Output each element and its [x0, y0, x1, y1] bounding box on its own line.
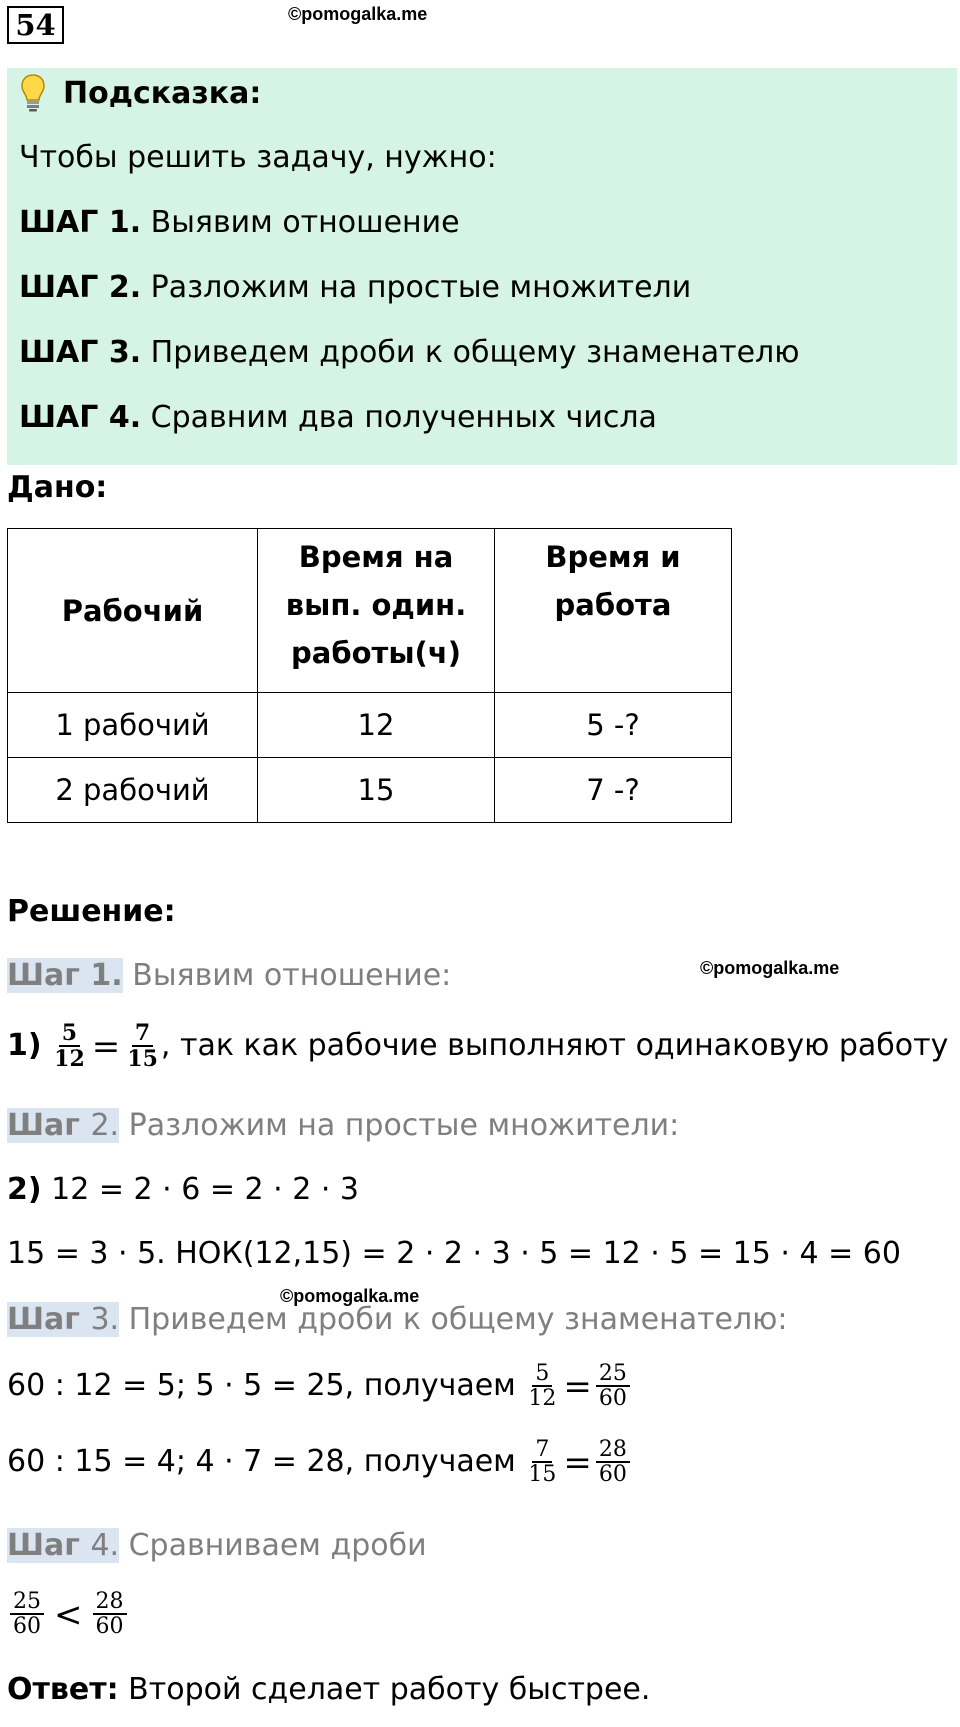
- line-text: 60 : 15 = 4; 4 · 7 = 28, получаем: [7, 1444, 516, 1480]
- numerator: 28: [596, 1438, 630, 1463]
- comparison: [10, 1590, 127, 1639]
- answer: [7, 1672, 650, 1707]
- step-label: Шаг 1.: [7, 958, 123, 993]
- denominator: 60: [13, 1614, 41, 1640]
- header-time-work-line1: Время и: [545, 540, 681, 574]
- line-text: , так как рабочие выполняют одинаковую работу: [160, 1028, 949, 1064]
- answer-label: Ответ:: [7, 1672, 119, 1707]
- numerator: 25: [596, 1362, 630, 1387]
- step-text: Сравниваем дроби: [128, 1528, 427, 1563]
- denominator: 15: [127, 1046, 158, 1073]
- numerator: 7: [132, 1022, 153, 1047]
- solution-line-1: [7, 1022, 948, 1071]
- fraction: [10, 1590, 44, 1639]
- fraction: [596, 1438, 630, 1487]
- numerator: 28: [93, 1590, 127, 1615]
- solution-line-3: 15 = 3 · 5. НОК(12,15) = 2 · 2 · 3 · 5 = 12 · 5 = 15 · 4 = 60: [7, 1236, 901, 1271]
- fraction: [525, 1438, 559, 1487]
- hint-step-1: [19, 205, 460, 240]
- header-time-line2: вып. один.: [285, 588, 467, 622]
- denominator: 12: [54, 1046, 85, 1073]
- solution-line-5: [7, 1438, 630, 1487]
- numerator: 5: [532, 1362, 552, 1387]
- denominator: 60: [95, 1614, 124, 1640]
- table-cell: 2 рабочий: [8, 758, 258, 823]
- table-row: [8, 758, 732, 823]
- denominator: 12: [528, 1386, 557, 1412]
- solution-line-2: [7, 1172, 359, 1207]
- less-than-sign: <: [54, 1594, 83, 1635]
- hint-title: Подсказка:: [63, 76, 262, 111]
- step-label-num: 4.: [90, 1528, 120, 1563]
- fraction: [525, 1362, 559, 1411]
- given-table: [7, 528, 732, 823]
- header-time-line1: Время на: [298, 540, 454, 574]
- fraction: [51, 1022, 88, 1071]
- step-label-word: Шаг: [7, 1302, 80, 1337]
- hint-step-label: ШАГ 4.: [19, 400, 142, 435]
- denominator: 15: [528, 1462, 557, 1488]
- step-label-num: 3.: [90, 1302, 120, 1337]
- step-label: [7, 1108, 119, 1143]
- given-title: Дано:: [7, 470, 108, 505]
- hint-step-label: ШАГ 2.: [19, 270, 142, 305]
- table-cell: 12: [258, 693, 495, 758]
- line-text: 12 = 2 · 6 = 2 · 2 · 3: [51, 1172, 359, 1207]
- equals-sign: =: [91, 1026, 121, 1067]
- hint-step-4: [19, 400, 657, 435]
- watermark-middle: ©pomogalka.me: [700, 958, 840, 978]
- hint-step-text: Выявим отношение: [150, 205, 460, 240]
- hint-step-2: [19, 270, 691, 305]
- hint-step-text: Сравним два полученных числа: [150, 400, 657, 435]
- step-text: Разложим на простые множители:: [128, 1108, 680, 1143]
- solution-step-1: [7, 958, 451, 993]
- equals-sign: =: [563, 1442, 592, 1483]
- header-time-work: [495, 529, 732, 693]
- line-text: 60 : 12 = 5; 5 · 5 = 25, получаем: [7, 1368, 516, 1404]
- hint-step-text: Разложим на простые множители: [150, 270, 692, 305]
- hint-step-label: ШАГ 1.: [19, 205, 142, 240]
- step-label-word: Шаг: [7, 1108, 80, 1143]
- header-time-work-line2: работа: [554, 588, 672, 622]
- fraction: [596, 1362, 630, 1411]
- numerator: 25: [10, 1590, 44, 1615]
- step-text: Выявим отношение:: [132, 958, 452, 993]
- solution-step-3: [7, 1302, 788, 1337]
- header-time: [258, 529, 495, 693]
- fraction: [124, 1022, 161, 1071]
- numerator: 5: [59, 1022, 80, 1047]
- hint-step-3: [19, 335, 799, 370]
- table-row: [8, 693, 732, 758]
- lightbulb-icon: [21, 74, 45, 116]
- table-cell: 1 рабочий: [8, 693, 258, 758]
- numerator: 7: [532, 1438, 552, 1463]
- table-cell: 15: [258, 758, 495, 823]
- denominator: 60: [598, 1462, 627, 1488]
- header-worker: Рабочий: [8, 529, 258, 693]
- step-label-word: Шаг: [7, 1528, 80, 1563]
- line-number: 1): [7, 1028, 42, 1064]
- hint-step-label: ШАГ 3.: [19, 335, 142, 370]
- line-number: 2): [7, 1172, 42, 1207]
- solution-step-2: [7, 1108, 679, 1143]
- equals-sign: =: [563, 1366, 592, 1407]
- step-label: [7, 1528, 119, 1563]
- task-number: 54: [7, 6, 64, 44]
- fraction: [93, 1590, 127, 1639]
- watermark-bottom: ©pomogalka.me: [280, 1286, 420, 1306]
- step-text: Приведем дроби к общему знаменателю:: [128, 1302, 788, 1337]
- step-label-num: 2.: [90, 1108, 120, 1143]
- header-time-line3: работы(ч): [291, 636, 461, 670]
- solution-step-4: [7, 1528, 427, 1563]
- hint-intro: Чтобы решить задачу, нужно:: [19, 140, 497, 175]
- solution-line-4: [7, 1362, 630, 1411]
- step-label: [7, 1302, 119, 1337]
- table-header-row: [8, 529, 732, 693]
- table-cell: 7 -?: [495, 758, 732, 823]
- answer-text: Второй сделает работу быстрее.: [128, 1672, 651, 1707]
- hint-panel: [7, 68, 957, 465]
- solution-title: Решение:: [7, 894, 176, 929]
- table-cell: 5 -?: [495, 693, 732, 758]
- watermark-top: ©pomogalka.me: [288, 4, 428, 24]
- denominator: 60: [598, 1386, 627, 1412]
- hint-step-text: Приведем дроби к общему знаменателю: [150, 335, 800, 370]
